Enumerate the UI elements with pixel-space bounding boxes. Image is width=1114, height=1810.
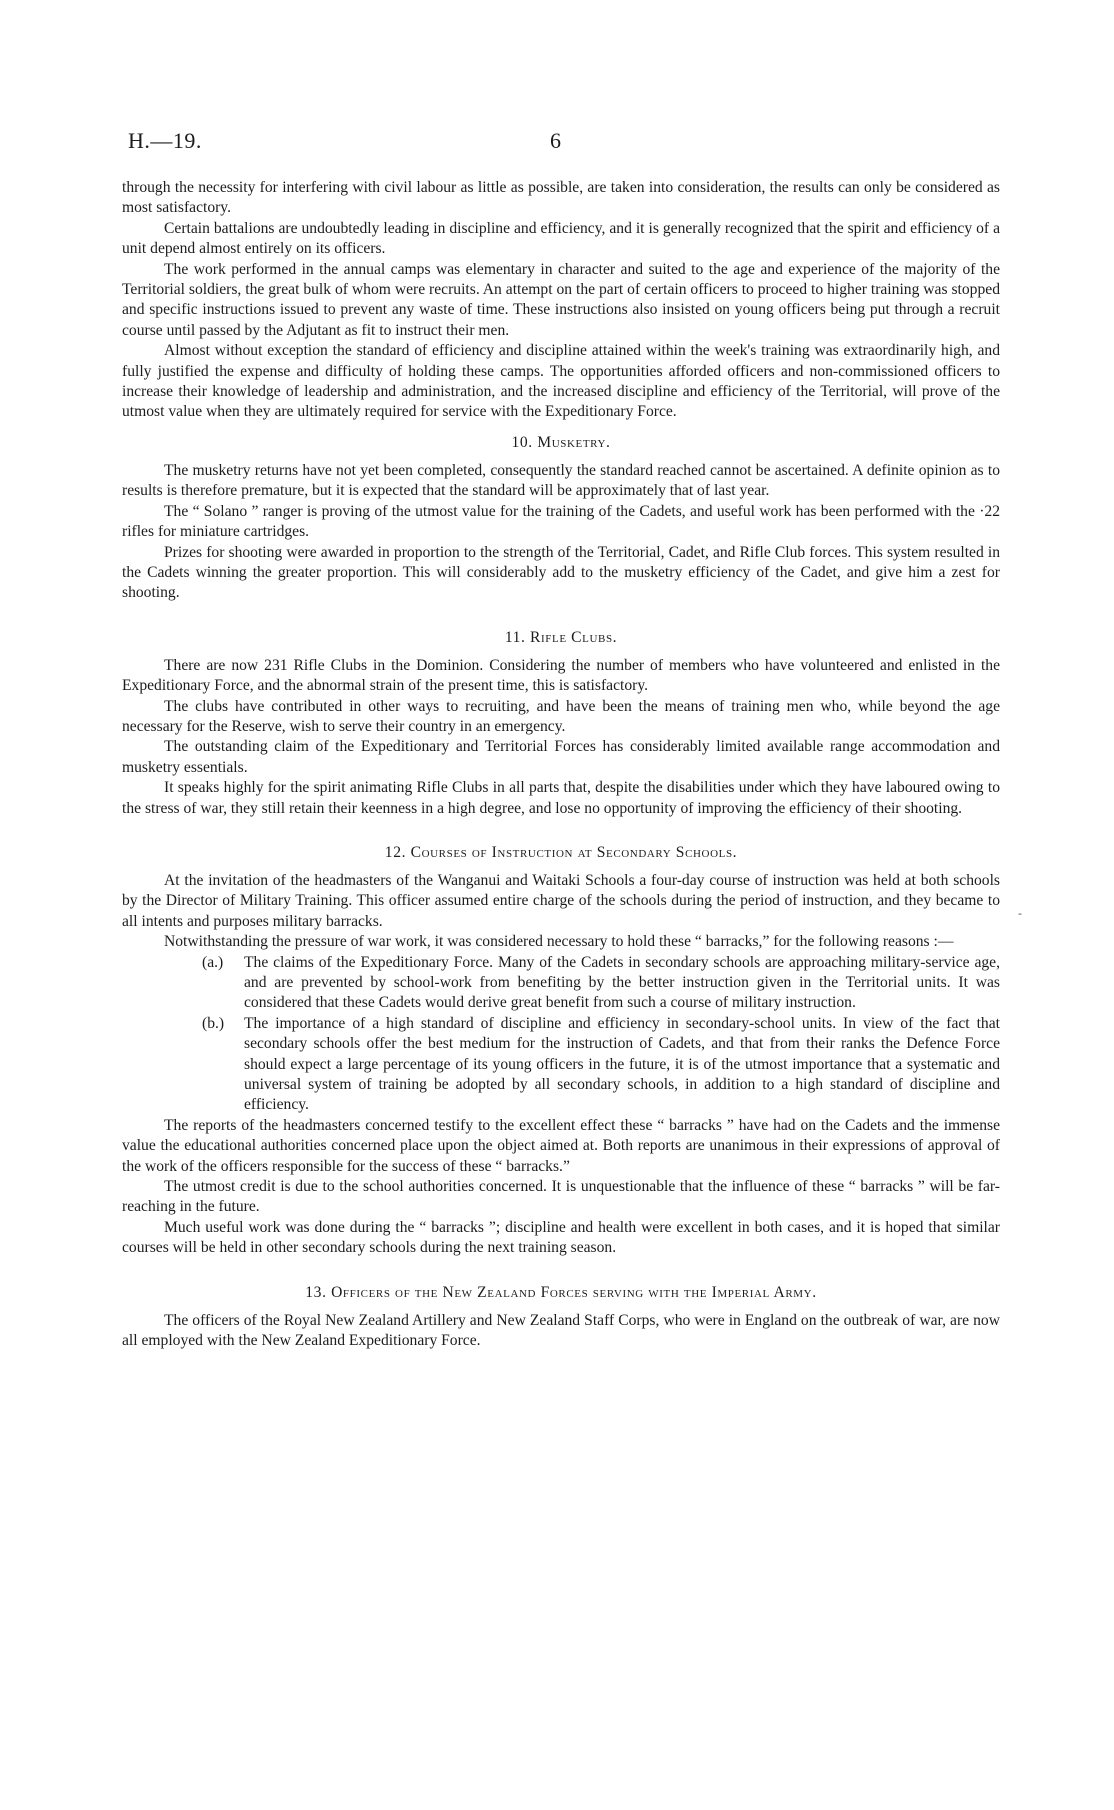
intro-section <box>122 178 1000 423</box>
schools-paragraph-2: Notwithstanding the pressure of war work, it was considered necessary to hold these “ barracks,” for the following reasons :— <box>164 933 954 951</box>
reason-text-a: The claims of the Expeditionary Force. Many of the Cadets in secondary schools are approaching military-service age, and are prevented by school-work from benefiting by the better instruction given in the Territorial units. It was considered that these Cadets would derive great benefit from such a course of military instruction. <box>244 953 1000 1012</box>
musketry-paragraph-2: The “ Solano ” ranger is proving of the utmost value for the training of the Cadets, and useful work has been performed with the ·22 rifles for miniature cartridges. <box>122 502 1000 541</box>
section-heading-musketry: 10. Musketry. <box>511 433 611 451</box>
rifle-clubs-paragraph-3: The outstanding claim of the Expeditionary and Territorial Forces has considerably limited available range accommodation and musketry essentials. <box>122 738 1000 776</box>
musketry-paragraph-3: Prizes for shooting were awarded in proportion to the strength of the Territorial, Cadet, and Rifle Club forces. This system resulted in the Cadets winning the greater proportion. This will considerably add to the musketry efficiency of the Cadet, and give him a zest for shooting. <box>122 543 1000 602</box>
page-header <box>122 128 1000 164</box>
section-heading-secondary-schools: 12. Courses of Instruction at Secondary Schools. <box>384 843 738 861</box>
schools-paragraph-4: The utmost credit is due to the school authorities concerned. It is unquestionable that the influence of these “ barracks ” will be far-reaching in the future. <box>122 1178 1000 1216</box>
page-number: 6 <box>550 128 561 153</box>
reason-item-a <box>202 953 1000 1014</box>
section-rifle-clubs <box>122 628 1000 819</box>
margin-mark: ‐ <box>1018 906 1022 920</box>
section-secondary-schools <box>122 843 1000 1259</box>
schools-paragraph-3: The reports of the headmasters concerned testify to the excellent effect these “ barracks ” have had on the Cadets and the immense value the educational authorities concerned place upon the object aimed at. Both reports are unanimous in their expressions of approval of the work of the officers responsible for the success of these “ barracks.” <box>122 1116 1000 1175</box>
reason-item-b <box>202 1014 1000 1116</box>
reason-label-a: (a.) <box>202 953 224 971</box>
reason-text-b: The importance of a high standard of discipline and efficiency in secondary-school units. In view of the fact that secondary schools offer the best medium for the instruction of Cadets, and that from their ranks the Defence Force should expect a large percentage of its young officers in the future, it is of the utmost importance that a systematic and universal system of training be adopted by all secondary schools, in addition to a high standard of discipline and efficiency. <box>244 1014 1000 1114</box>
reason-label-b: (b.) <box>202 1014 225 1032</box>
rifle-clubs-paragraph-2: The clubs have contributed in other ways to recruiting, and have been the means of training men who, while beyond the age necessary for the Reserve, wish to serve their country in an emergency. <box>122 697 1000 735</box>
imperial-army-paragraph-1: The officers of the Royal New Zealand Artillery and New Zealand Staff Corps, who were in England on the outbreak of war, are now all employed with the New Zealand Expeditionary Force. <box>122 1311 1000 1350</box>
rifle-clubs-paragraph-4: It speaks highly for the spirit animating Rifle Clubs in all parts that, despite the disabilities under which they have laboured owing to the stress of war, they still retain their keenness in a high degree, and lose no opportunity of improving the efficiency of their shooting. <box>122 779 1000 817</box>
section-heading-imperial-army: 13. Officers of the New Zealand Forces serving with the Imperial Army. <box>305 1283 817 1301</box>
intro-paragraph-2: Certain battalions are undoubtedly leading in discipline and efficiency, and it is generally recognized that the spirit and efficiency of a unit depend almost entirely on its officers. <box>122 219 1000 258</box>
report-reference: H.—19. <box>128 128 202 153</box>
intro-paragraph-1: through the necessity for interfering with civil labour as little as possible, are taken into consideration, the results can only be considered as most satisfactory. <box>122 179 1000 217</box>
section-heading-rifle-clubs: 11. Rifle Clubs. <box>504 628 618 646</box>
document-page <box>122 128 1000 1352</box>
section-imperial-army <box>122 1283 1000 1352</box>
schools-paragraph-5: Much useful work was done during the “ barracks ”; discipline and health were excellent in both cases, and it is hoped that similar courses will be held in other secondary schools during the next training season. <box>122 1218 1000 1257</box>
section-musketry <box>122 433 1000 604</box>
intro-paragraph-4: Almost without exception the standard of efficiency and discipline attained within the week's training was extraordinarily high, and fully justified the expense and difficulty of holding these camps. The opportunities afforded officers and non-commissioned officers to increase their knowledge of leadership and administration, and the increased discipline and efficiency of the Territorial, will prove of the utmost value when they are ultimately required for service with the Expeditionary Force. <box>122 342 1000 421</box>
musketry-paragraph-1: The musketry returns have not yet been completed, consequently the standard reached cannot be ascertained. A definite opinion as to results is therefore premature, but it is expected that the standard will be approximately that of last year. <box>122 461 1000 500</box>
rifle-clubs-paragraph-1: There are now 231 Rifle Clubs in the Dominion. Considering the number of members who have volunteered and enlisted in the Expeditionary Force, and the abnormal strain of the present time, this is satisfactory. <box>122 656 1000 695</box>
intro-paragraph-3: The work performed in the annual camps was elementary in character and suited to the age and experience of the majority of the Territorial soldiers, the great bulk of whom were recruits. An attempt on the part of certain officers to proceed to higher training was stopped and specific instructions issued to prevent any waste of time. These instructions also insisted on young officers being put through a recruit course until passed by the Adjutant as fit to instruct their men. <box>122 260 1000 339</box>
schools-paragraph-1: At the invitation of the headmasters of the Wanganui and Waitaki Schools a four-day course of instruction was held at both schools by the Director of Military Training. This officer assumed entire charge of the schools during the period of instruction, and they became to all intents and purposes military barracks. <box>122 871 1000 930</box>
